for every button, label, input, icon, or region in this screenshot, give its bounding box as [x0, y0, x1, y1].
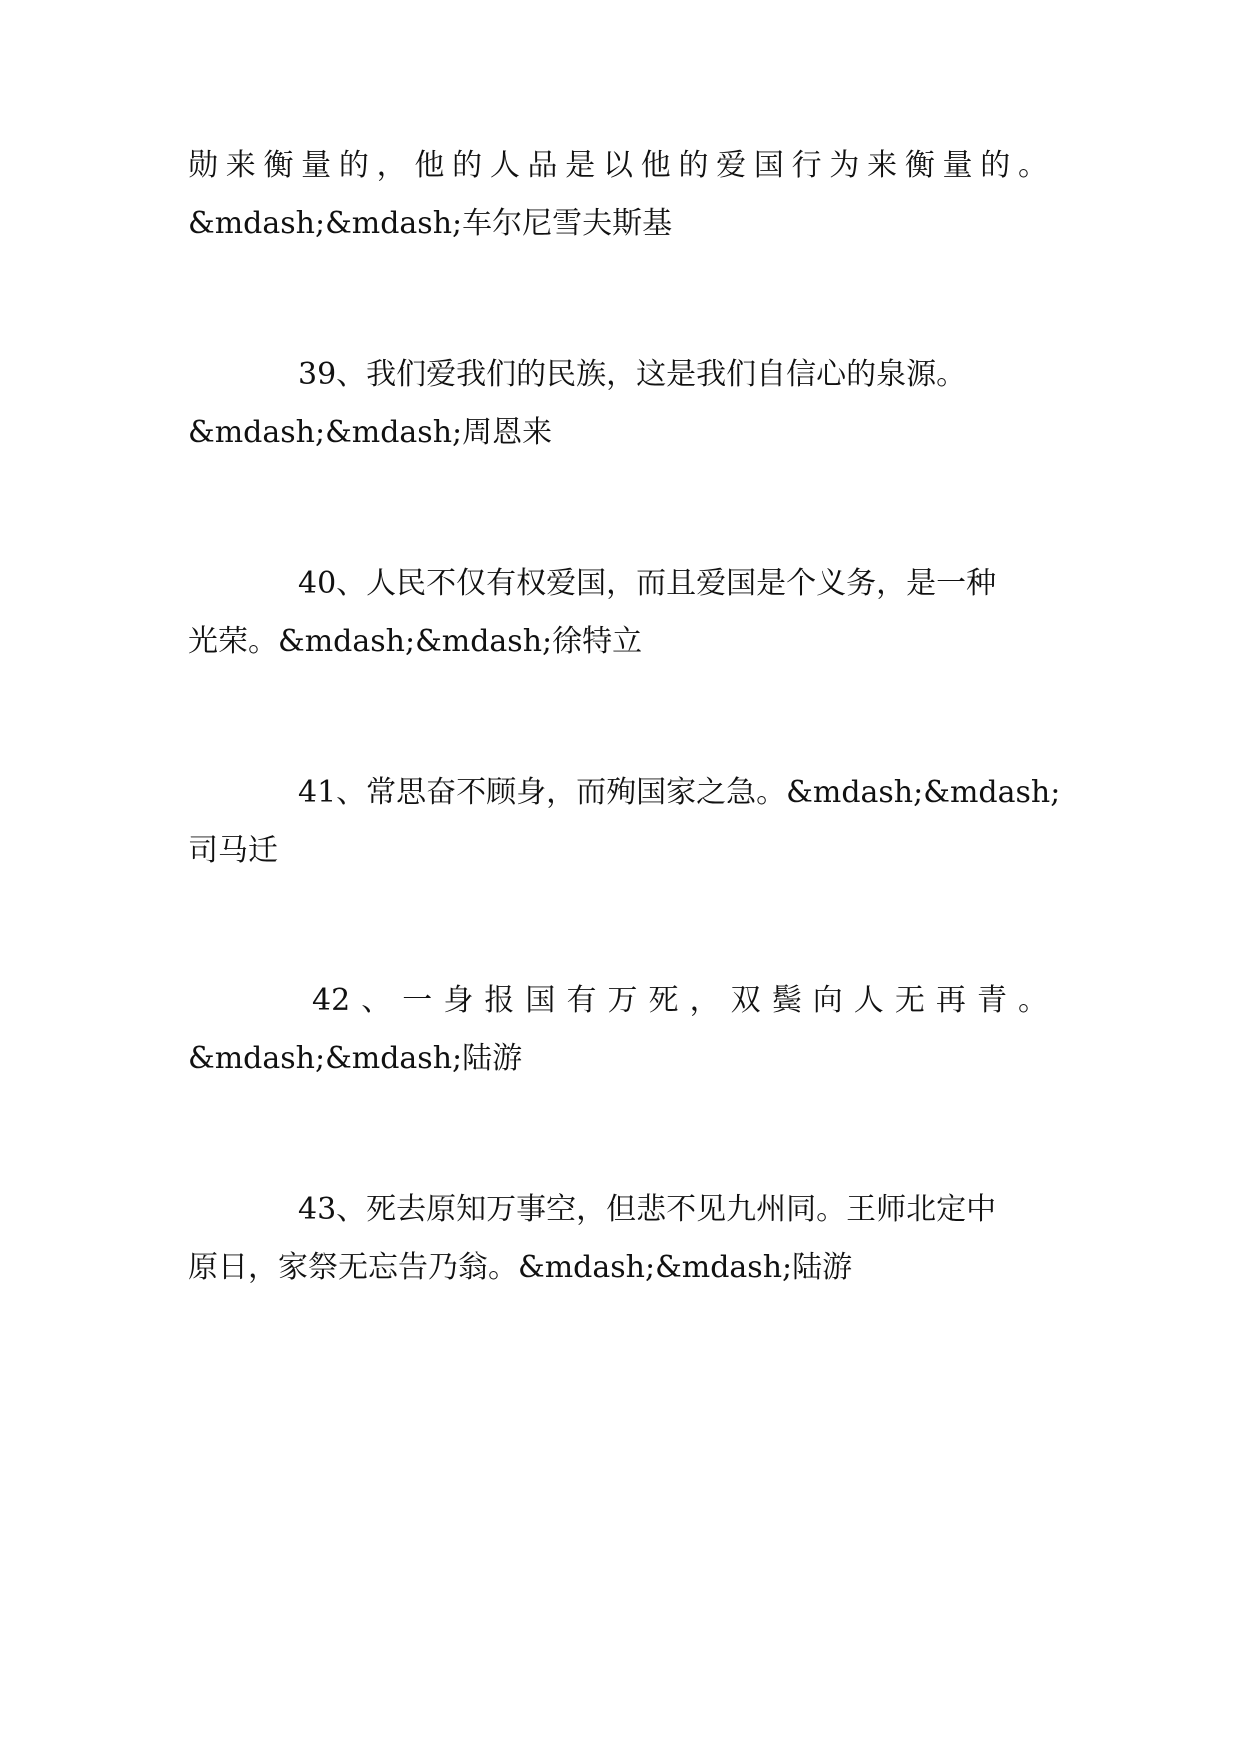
- paragraph-line: 43、死去原知万事空，但悲不见九州同。王师北定中: [298, 1192, 997, 1227]
- paragraph-line: 41、常思奋不顾身，而殉国家之急。&mdash;&mdash;: [298, 775, 1061, 810]
- paragraph-line: 原日，家祭无忘告乃翁。&mdash;&mdash;陆游: [188, 1250, 853, 1285]
- paragraph-40: [188, 555, 1048, 671]
- paragraph-line: 39、我们爱我们的民族，这是我们自信心的泉源。: [298, 357, 967, 392]
- paragraph-line: &mdash;&mdash;周恩来: [188, 415, 553, 450]
- paragraph-41: [188, 764, 1061, 880]
- paragraph-line: 勋来衡量的，他的人品是以他的爱国行为来衡量的。: [188, 148, 1048, 183]
- paragraph-43: [188, 1181, 1048, 1297]
- paragraph-line: &mdash;&mdash;陆游: [188, 1041, 523, 1076]
- paragraph-line: 光荣。&mdash;&mdash;徐特立: [188, 624, 643, 659]
- paragraph-38-continued: [188, 137, 1048, 253]
- paragraph-line: 40、人民不仅有权爱国，而且爱国是个义务，是一种: [298, 566, 997, 601]
- paragraph-line: 司马迁: [188, 833, 278, 868]
- paragraph-line: 42、一身报国有万死，双鬓向人无再青。: [312, 983, 1048, 1018]
- paragraph-39: [188, 346, 1048, 462]
- paragraph-line: &mdash;&mdash;车尔尼雪夫斯基: [188, 206, 673, 241]
- paragraph-42: [188, 972, 1048, 1088]
